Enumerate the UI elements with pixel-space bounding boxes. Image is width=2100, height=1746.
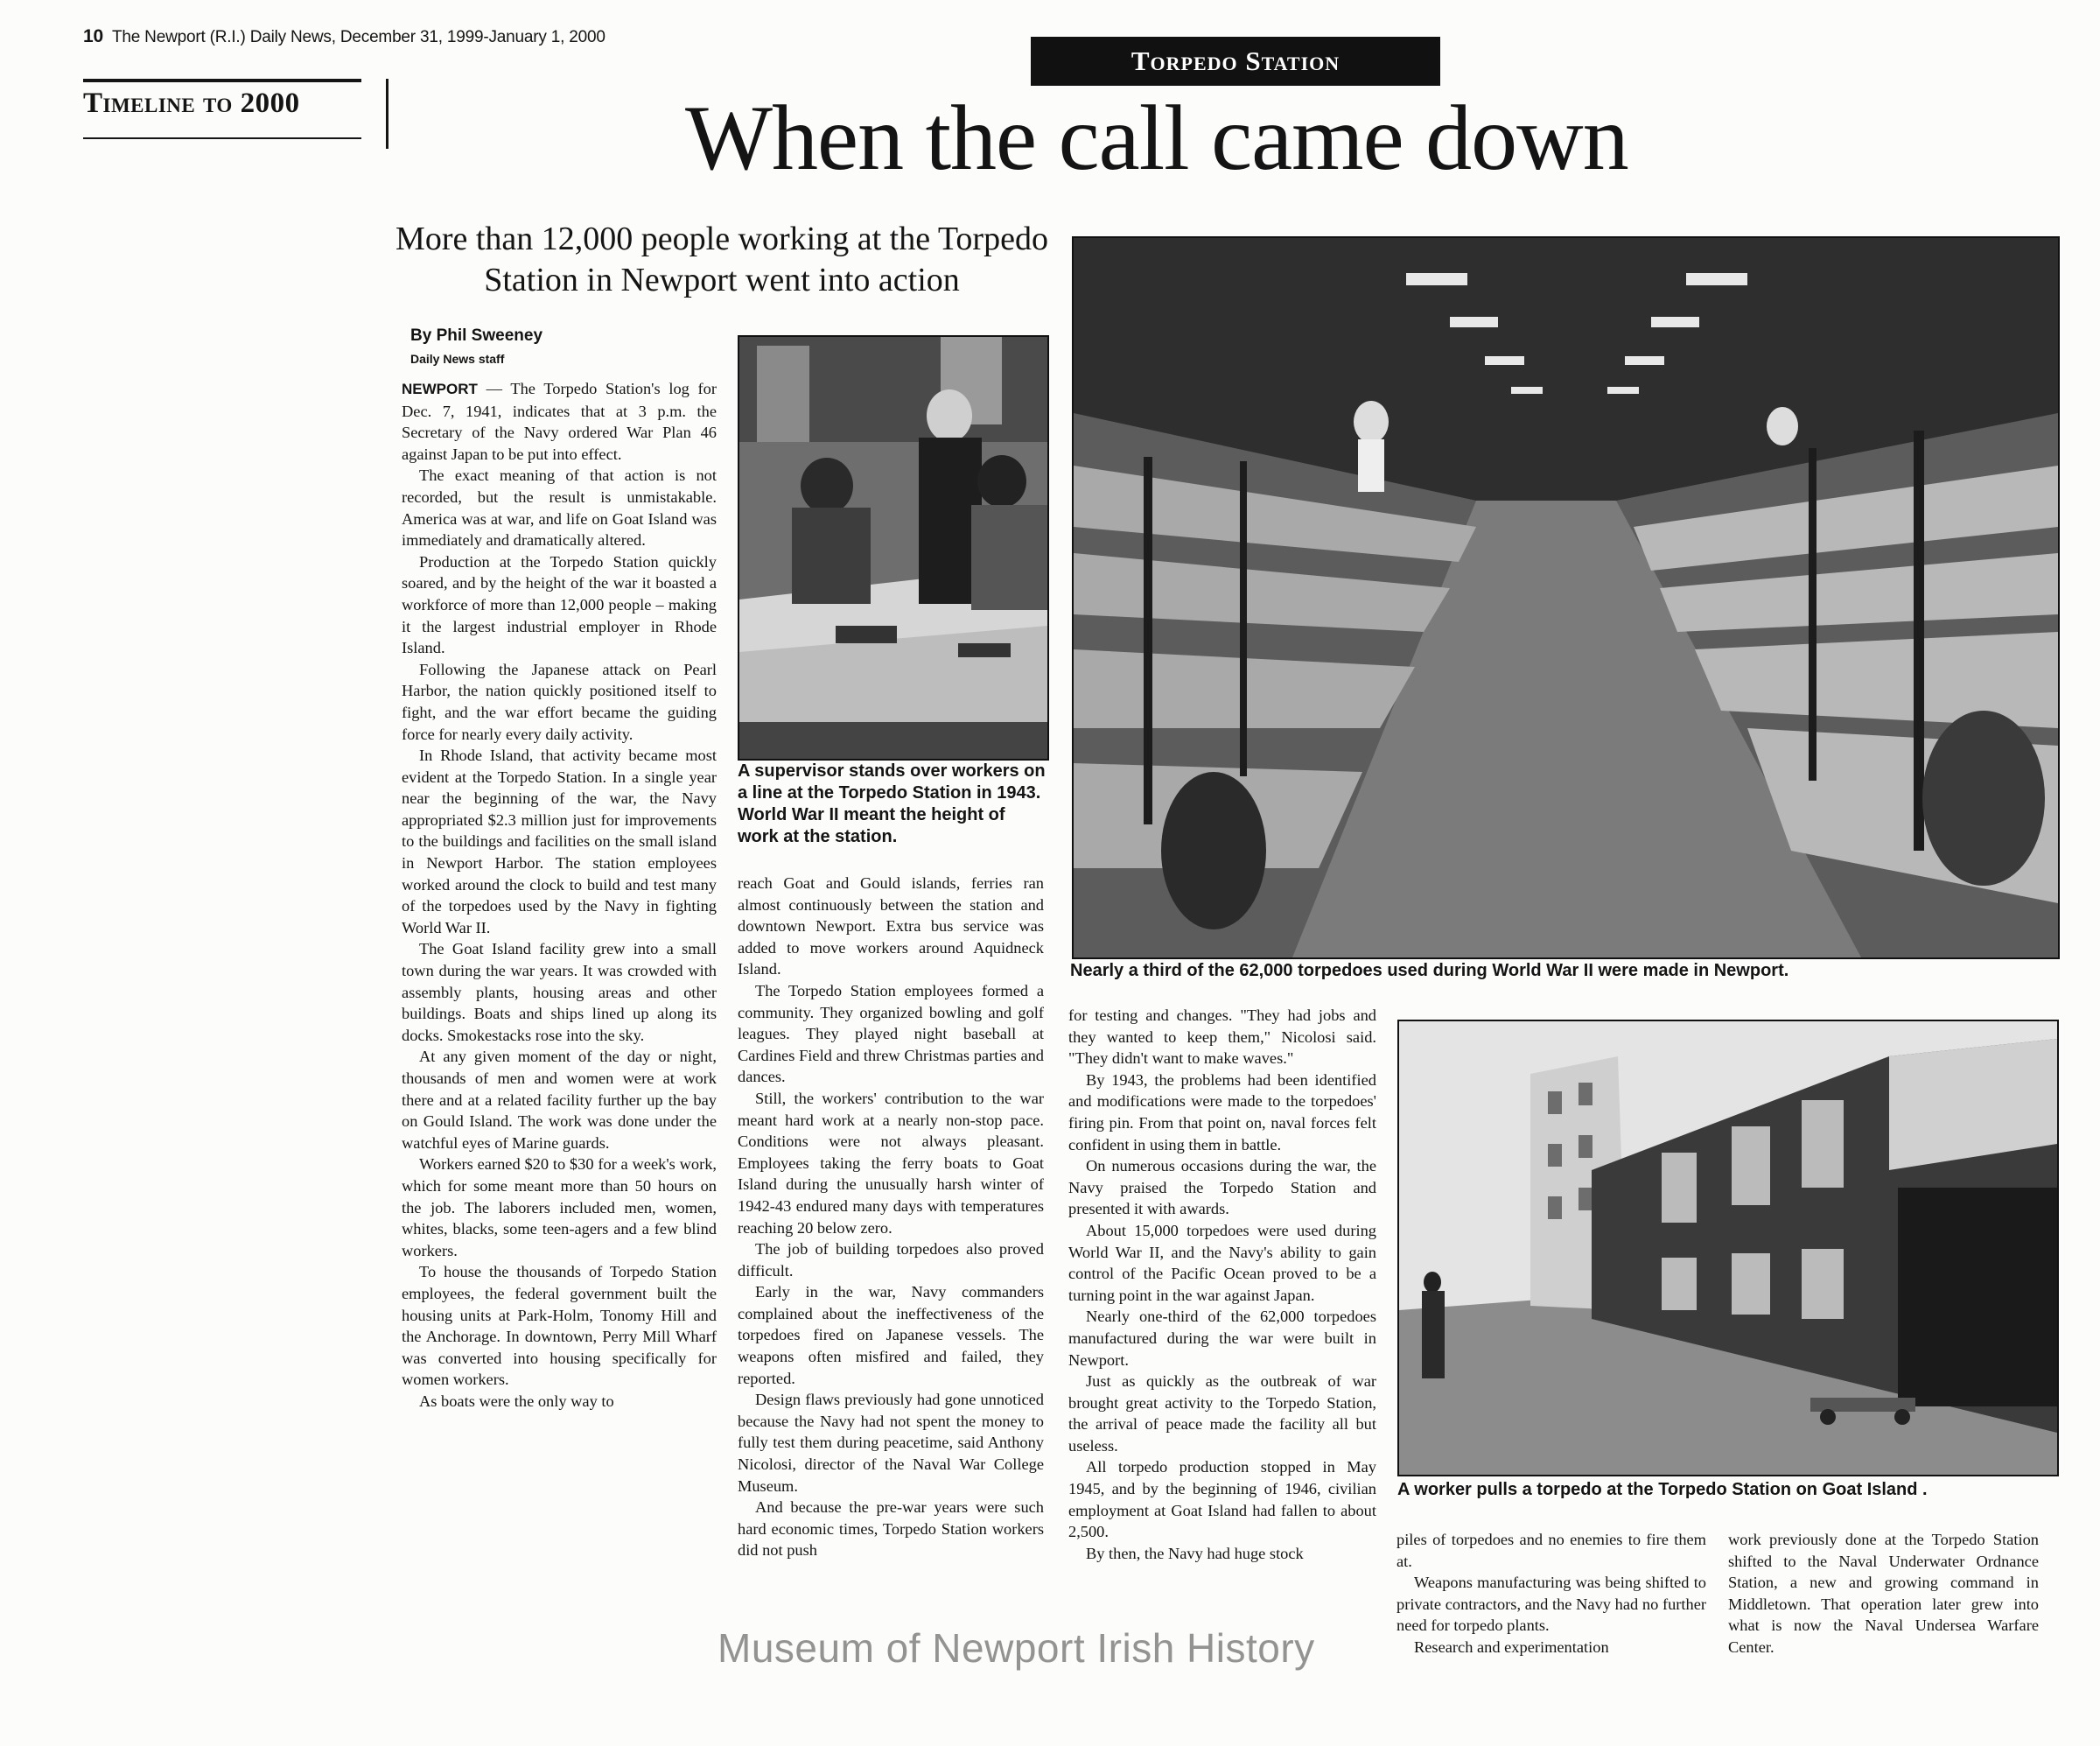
byline-affiliation: Daily News staff	[410, 352, 505, 366]
page-number: 10	[83, 26, 103, 46]
photo-goat-island-street	[1397, 1020, 2059, 1476]
article-paragraph: for testing and changes. "They had jobs and they wanted to keep them," Nicolosi said. "They didn't want to make waves."	[1068, 1006, 1376, 1068]
section-rule-vertical	[386, 79, 388, 149]
article-paragraph: The Goat Island facility grew into a small town during the war years. It was crowded with assembly plants, housing areas and other buildings. Boats and ships lined up along its docks. Smokestacks rose into the sky.	[402, 940, 717, 1044]
article-paragraph: piles of torpedoes and no enemies to fire them at.	[1396, 1531, 1706, 1570]
article-paragraph: The exact meaning of that action is not recorded, but the result is unmistakable. America was at war, and life on Goat Island was immediately and dramatically altered.	[402, 466, 717, 550]
section-rule-top	[83, 79, 361, 82]
article-paragraph: In Rhode Island, that activity became most evident at the Torpedo Station. In a single year near the beginning of the war, the Navy appropriated $2.3 million just for improvements to the buildings and facilities on the small island in Newport Harbor. The station employees worked around the clock to build and test many of the torpedoes used by the Navy in fighting World War II.	[402, 747, 717, 936]
article-paragraph: Workers earned $20 to $30 for a week's work, which for some meant more than 50 hours on the job. The laborers included men, women, whites, blacks, some teen-agers and a few blind workers.	[402, 1155, 717, 1259]
article-paragraph: As boats were the only way to	[419, 1392, 614, 1410]
section-label: Timeline to 2000	[83, 88, 300, 119]
article-paragraph: About 15,000 torpedoes were used during World War II, and the Navy's ability to gain control of the Pacific Ocean proved to be a turning point in the war against Japan.	[1068, 1221, 1376, 1304]
article-paragraph: Design flaws previously had gone unnoticed because the Navy had not spent the money to fully test them during peacetime, said Anthony Nicolosi, director of the Naval War College Museum.	[738, 1391, 1044, 1495]
article-paragraph: Production at the Torpedo Station quickly soared, and by the height of the war it boasted a workforce of more than 12,000 people – making it the largest industrial employer in Rhode Island.	[402, 552, 717, 657]
article-paragraph: At any given moment of the day or night, thousands of men and women were at work there and at a related facility further up the bay on Gould Island. The work was done under the watchful eyes of Marine guards.	[402, 1048, 717, 1152]
article-paragraph: Still, the workers' contribution to the war meant hard work at a nearly non-stop pace. Conditions were not always pleasant. Employees taking the ferry boats to Goat Island during the unusually harsh winter of 1942-43 endured many days with temperatures reaching 20 below zero.	[738, 1089, 1044, 1237]
kicker-text: Torpedo Station	[1130, 46, 1340, 76]
article-paragraph: And because the pre-war years were such hard economic times, Torpedo Station workers did not push	[738, 1498, 1044, 1560]
dateline: NEWPORT	[402, 381, 478, 397]
article-paragraph: All torpedo production stopped in May 1945, and by the beginning of 1946, civilian employment at Goat Island had fallen to about 2,500.	[1068, 1458, 1376, 1541]
article-paragraph: The job of building torpedoes also proved difficult.	[738, 1240, 1044, 1280]
kicker-banner	[1031, 37, 1440, 86]
article-paragraph: Just as quickly as the outbreak of war brought great activity to the Torpedo Station, the arrival of peace made the facility all but useless.	[1068, 1372, 1376, 1455]
photo-supervisor-workers	[738, 335, 1049, 761]
photo-street-image	[1399, 1021, 2057, 1475]
page-folio	[83, 26, 606, 47]
article-paragraph: Early in the war, Navy commanders complained about the ineffectiveness of the torpedoes fired on Japanese vessels. The weapons often misfired and failed, they reported.	[738, 1283, 1044, 1387]
article-paragraph: work previously done at the Torpedo Station shifted to the Naval Underwater Ordnance Station, a new and growing command in Middletown. That operation later grew into what is now the Naval Undersea Warfare Center.	[1728, 1531, 2039, 1656]
section-rule-bottom	[83, 137, 361, 139]
caption-factory: Nearly a third of the 62,000 torpedoes used during World War II were made in Newport.	[1070, 961, 1789, 980]
photo-factory-floor	[1072, 236, 2060, 959]
article-column-2	[738, 873, 1044, 1561]
caption-street: A worker pulls a torpedo at the Torpedo Station on Goat Island .	[1397, 1480, 1928, 1499]
photo-supervisor-image	[739, 337, 1047, 759]
article-column-4	[1396, 1529, 1706, 1658]
article-paragraph: Weapons manufacturing was being shifted to private contractors, and the Navy had no further need for torpedo plants.	[1396, 1574, 1706, 1635]
museum-watermark: Museum of Newport Irish History	[718, 1625, 1315, 1671]
article-paragraph: On numerous occasions during the war, the Navy praised the Torpedo Station and presented it with awards.	[1068, 1157, 1376, 1218]
article-paragraph: Research and experimentation	[1414, 1637, 1609, 1656]
article-column-1	[402, 378, 717, 1413]
article-column-3	[1068, 1005, 1376, 1564]
deck: More than 12,000 people working at the Torpedo Station in Newport went into action	[396, 221, 1048, 298]
photo-factory-image	[1074, 238, 2058, 957]
article-paragraph: By 1943, the problems had been identified and modifications were made to the torpedoes' firing pin. From that point on, naval forces felt confident in using them in battle.	[1068, 1070, 1376, 1153]
article-column-5	[1728, 1529, 2039, 1658]
byline-author: By Phil Sweeney	[410, 326, 543, 345]
article-paragraph: By then, the Navy had huge stock	[1086, 1544, 1304, 1562]
headline: When the call came down	[685, 87, 1628, 189]
article-paragraph: To house the thousands of Torpedo Station employees, the federal government built the housing units at Park-Holm, Tonomy Hill and the Anchorage. In downtown, Perry Mill Wharf was converted into housing specifically for women workers.	[402, 1263, 717, 1389]
article-paragraph: Nearly one-third of the 62,000 torpedoes manufactured during the war were built in Newport.	[1068, 1308, 1376, 1369]
caption-supervisor: A supervisor stands over workers on a line at the Torpedo Station in 1943. World War II meant the height of work at the station.	[738, 761, 1046, 846]
article-paragraph: reach Goat and Gould islands, ferries ran almost continuously between the station and downtown Newport. Extra bus service was added to move workers around Aquidneck Island.	[738, 874, 1044, 978]
lede-paragraph	[402, 378, 717, 465]
publication-line: The Newport (R.I.) Daily News, December 31, 1999-January 1, 2000	[111, 28, 606, 46]
article-paragraph: The Torpedo Station employees formed a community. They organized bowling and golf leagues. They played night baseball at Cardines Field and threw Christmas parties and dances.	[738, 981, 1044, 1086]
lede-text: — The Torpedo Station's log for Dec. 7, 1941, indicates that at 3 p.m. the Secretary of the Navy ordered War Plan 46 against Japan to be put into effect.	[402, 380, 717, 463]
article-paragraph: Following the Japanese attack on Pearl Harbor, the nation quickly positioned itself to fight, and the war effort became the guiding force for nearly every daily activity.	[402, 660, 717, 743]
